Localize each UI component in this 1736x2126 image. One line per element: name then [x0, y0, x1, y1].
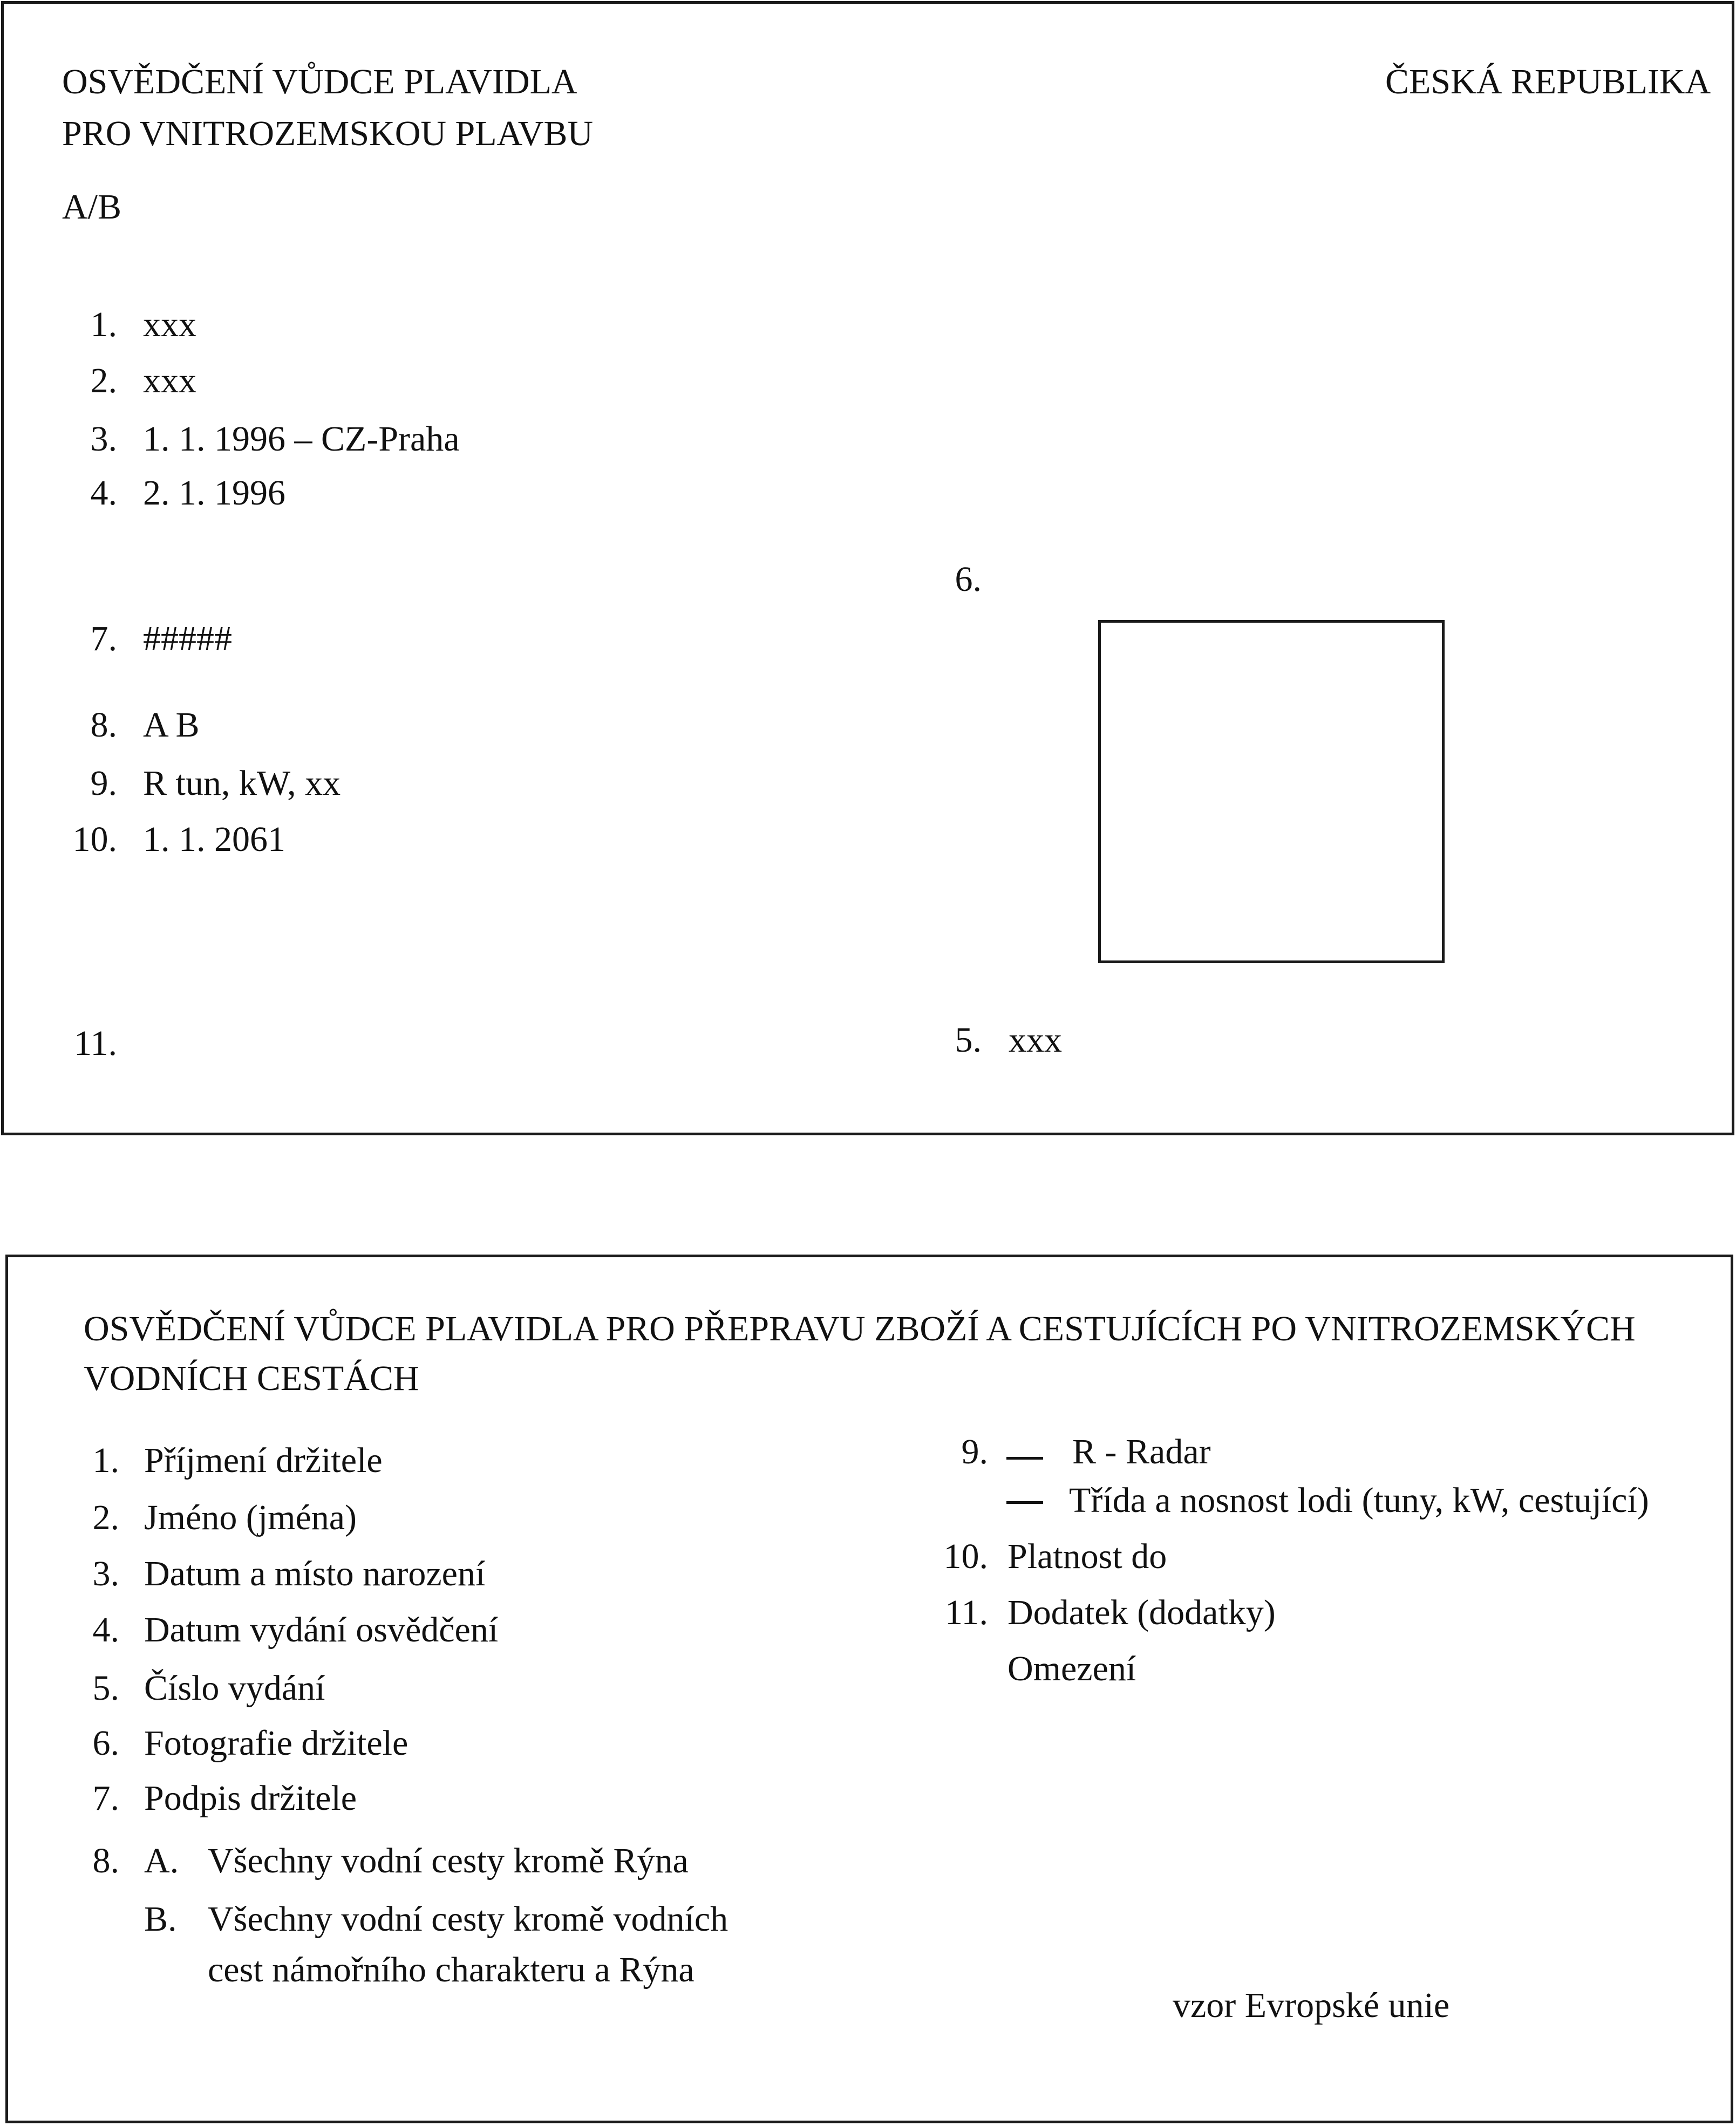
- field-1-number: 1.: [90, 305, 117, 344]
- legend-2-text: Jméno (jména): [144, 1498, 357, 1537]
- licence-category: A/B: [62, 187, 122, 227]
- country-name: ČESKÁ REPUBLIKA: [1385, 62, 1711, 101]
- legend-3-number: 3.: [92, 1554, 119, 1593]
- legend-10-text: Platnost do: [1007, 1537, 1167, 1576]
- front-title-line1: OSVĚDČENÍ VŮDCE PLAVIDLA: [62, 62, 577, 101]
- field-1-value: xxx: [143, 305, 196, 344]
- legend-8b-label: B.: [144, 1899, 177, 1939]
- field-7-number: 7.: [90, 619, 117, 658]
- legend-7-text: Podpis držitele: [144, 1779, 357, 1818]
- legend-4-text: Datum vydání osvědčení: [144, 1610, 499, 1650]
- field-2-value: xxx: [143, 361, 196, 400]
- legend-11-text: Dodatek (dodatky): [1007, 1593, 1276, 1632]
- legend-6-text: Fotografie držitele: [144, 1723, 409, 1763]
- legend-3-text: Datum a místo narození: [144, 1554, 486, 1593]
- legend-8b-text-line1: Všechny vodní cesty kromě vodních: [208, 1899, 729, 1939]
- legend-6-number: 6.: [92, 1723, 119, 1763]
- field-7-value: #####: [143, 619, 232, 658]
- legend-11-number: 11.: [944, 1593, 988, 1632]
- legend-8b-text-line2: cest námořního charakteru a Rýna: [208, 1950, 695, 1989]
- field-9-number: 9.: [90, 764, 117, 803]
- field-3-number: 3.: [90, 419, 117, 459]
- field-2-number: 2.: [90, 361, 117, 400]
- eu-model-note: vzor Evropské unie: [1173, 1986, 1450, 2025]
- field-3-value: 1. 1. 1996 – CZ-Praha: [143, 419, 460, 459]
- back-title-line1: OSVĚDČENÍ VŮDCE PLAVIDLA PRO PŘEPRAVU ZBOŽÍ A CESTUJÍCÍCH PO VNITROZEMSKÝCH: [84, 1309, 1636, 1348]
- legend-10-number: 10.: [943, 1537, 988, 1576]
- legend-4-number: 4.: [92, 1610, 119, 1650]
- legend-8-number: 8.: [92, 1841, 119, 1880]
- legend-9-number: 9.: [961, 1432, 988, 1471]
- legend-1-number: 1.: [92, 1441, 119, 1480]
- legend-9-radar: R - Radar: [1072, 1432, 1211, 1471]
- back-title-line2: VODNÍCH CESTÁCH: [84, 1359, 419, 1398]
- field-5-value: xxx: [1009, 1020, 1062, 1060]
- field-10-number: 10.: [72, 820, 117, 859]
- field-5-number: 5.: [955, 1020, 982, 1060]
- legend-9-dash-2: [1006, 1501, 1043, 1504]
- legend-9-dash-1: [1006, 1457, 1043, 1460]
- field-8-value: A B: [143, 705, 200, 745]
- legend-5-text: Číslo vydání: [144, 1668, 325, 1708]
- holder-photo-placeholder: [1098, 620, 1445, 963]
- field-4-value: 2. 1. 1996: [143, 473, 285, 513]
- field-8-number: 8.: [90, 705, 117, 745]
- legend-8a-text: Všechny vodní cesty kromě Rýna: [208, 1841, 689, 1880]
- field-4-number: 4.: [90, 473, 117, 513]
- legend-1-text: Příjmení držitele: [144, 1441, 383, 1480]
- legend-7-number: 7.: [92, 1779, 119, 1818]
- licence-front-card: [1, 1, 1734, 1135]
- photo-field-number: 6.: [955, 560, 982, 599]
- licence-back-card: [5, 1255, 1733, 2123]
- legend-2-number: 2.: [92, 1498, 119, 1537]
- legend-8a-label: A.: [144, 1841, 179, 1880]
- field-11-number: 11.: [73, 1024, 117, 1063]
- front-title-line2: PRO VNITROZEMSKOU PLAVBU: [62, 114, 594, 153]
- field-10-value: 1. 1. 2061: [143, 820, 285, 859]
- legend-9-class-capacity: Třída a nosnost lodi (tuny, kW, cestující): [1069, 1481, 1649, 1520]
- legend-11-restrictions: Omezení: [1007, 1649, 1136, 1688]
- field-9-value: R tun, kW, xx: [143, 764, 341, 803]
- legend-5-number: 5.: [92, 1668, 119, 1708]
